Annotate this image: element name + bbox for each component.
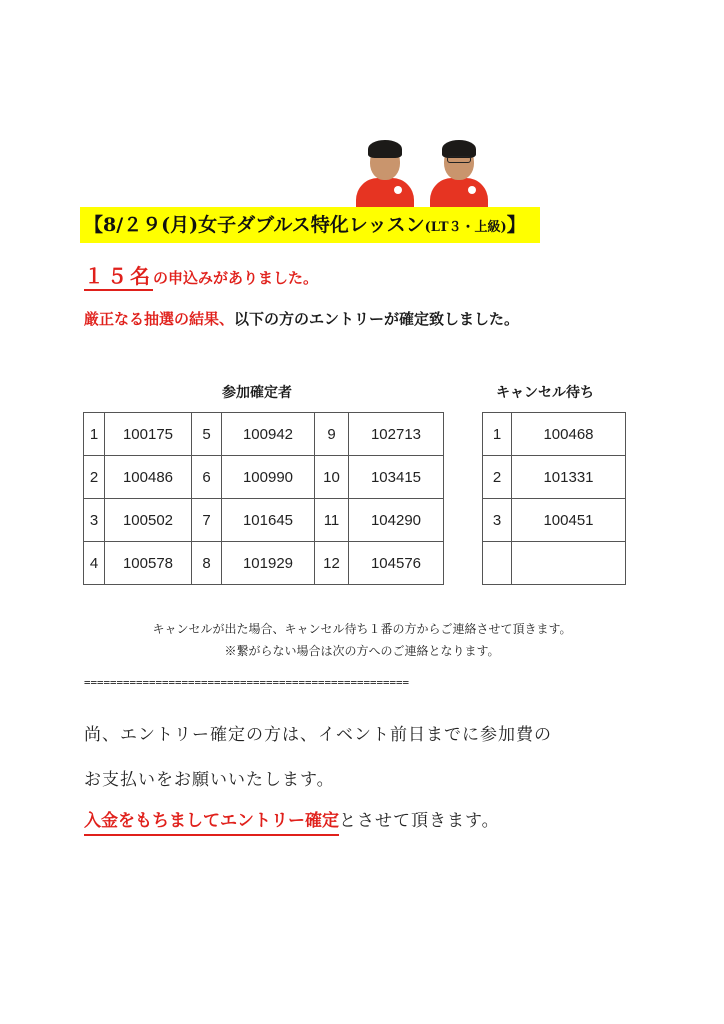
payment-notice: 尚、エントリー確定の方は、イベント前日までに参加費の <box>84 725 552 745</box>
table-row <box>84 542 444 585</box>
entry-number: 7 <box>192 499 222 542</box>
waitlist-table <box>482 412 626 585</box>
member-id: 100578 <box>105 542 192 585</box>
waitlist-number <box>483 542 512 585</box>
waitlist-heading: キャンセル待ち <box>496 385 594 401</box>
member-id: 100486 <box>105 456 192 499</box>
entry-number: 11 <box>315 499 349 542</box>
member-id: 100942 <box>222 413 315 456</box>
coach-photo-left <box>356 140 414 208</box>
waitlist-number: 3 <box>483 499 512 542</box>
waitlist-number: 1 <box>483 413 512 456</box>
entry-number: 10 <box>315 456 349 499</box>
table-row <box>84 413 444 456</box>
waitlist-number: 2 <box>483 456 512 499</box>
applicant-count: １５名 <box>84 264 153 291</box>
entry-number: 8 <box>192 542 222 585</box>
member-id: 101645 <box>222 499 315 542</box>
table-row <box>84 456 444 499</box>
entry-number: 9 <box>315 413 349 456</box>
member-id: 103415 <box>349 456 444 499</box>
entry-number: 2 <box>84 456 105 499</box>
table-row <box>483 456 626 499</box>
entry-confirmation-highlight: 入金をもちましてエントリー確定 <box>84 811 339 836</box>
member-id: 101331 <box>512 456 626 499</box>
member-id: 100175 <box>105 413 192 456</box>
table-row <box>483 413 626 456</box>
member-id: 100451 <box>512 499 626 542</box>
member-id: 102713 <box>349 413 444 456</box>
entry-number: 4 <box>84 542 105 585</box>
member-id: 104290 <box>349 499 444 542</box>
separator-line: ================================================== <box>84 676 410 689</box>
member-id: 104576 <box>349 542 444 585</box>
payment-request: お支払いをお願いいたします。 <box>84 770 335 790</box>
table-row <box>483 542 626 585</box>
table-row <box>84 499 444 542</box>
entry-number: 12 <box>315 542 349 585</box>
entry-number: 1 <box>84 413 105 456</box>
contact-note: ※繋がらない場合は次の方へのご連絡となります。 <box>224 644 500 658</box>
confirmed-table <box>83 412 444 585</box>
applicant-count-line: １５名の申込みがありました。 <box>84 260 318 289</box>
lottery-result-line: 厳正なる抽選の結果、以下の方のエントリーが確定致しました。 <box>84 310 520 328</box>
member-id: 101929 <box>222 542 315 585</box>
entry-confirmation-line: 入金をもちましてエントリー確定とさせて頂きます。 <box>84 806 500 831</box>
entry-number: 5 <box>192 413 222 456</box>
confirmed-heading: 参加確定者 <box>222 385 292 401</box>
cancel-note: キャンセルが出た場合、キャンセル待ち１番の方からご連絡させて頂きます。 <box>152 622 572 636</box>
table-row <box>483 499 626 542</box>
member-id: 100468 <box>512 413 626 456</box>
member-id: 100990 <box>222 456 315 499</box>
coach-photo-right <box>430 140 488 208</box>
member-id <box>512 542 626 585</box>
entry-number: 3 <box>84 499 105 542</box>
member-id: 100502 <box>105 499 192 542</box>
page-title: 【8/２９(月)女子ダブルス特化レッスン(LT３・上級)】 <box>84 214 526 236</box>
entry-number: 6 <box>192 456 222 499</box>
